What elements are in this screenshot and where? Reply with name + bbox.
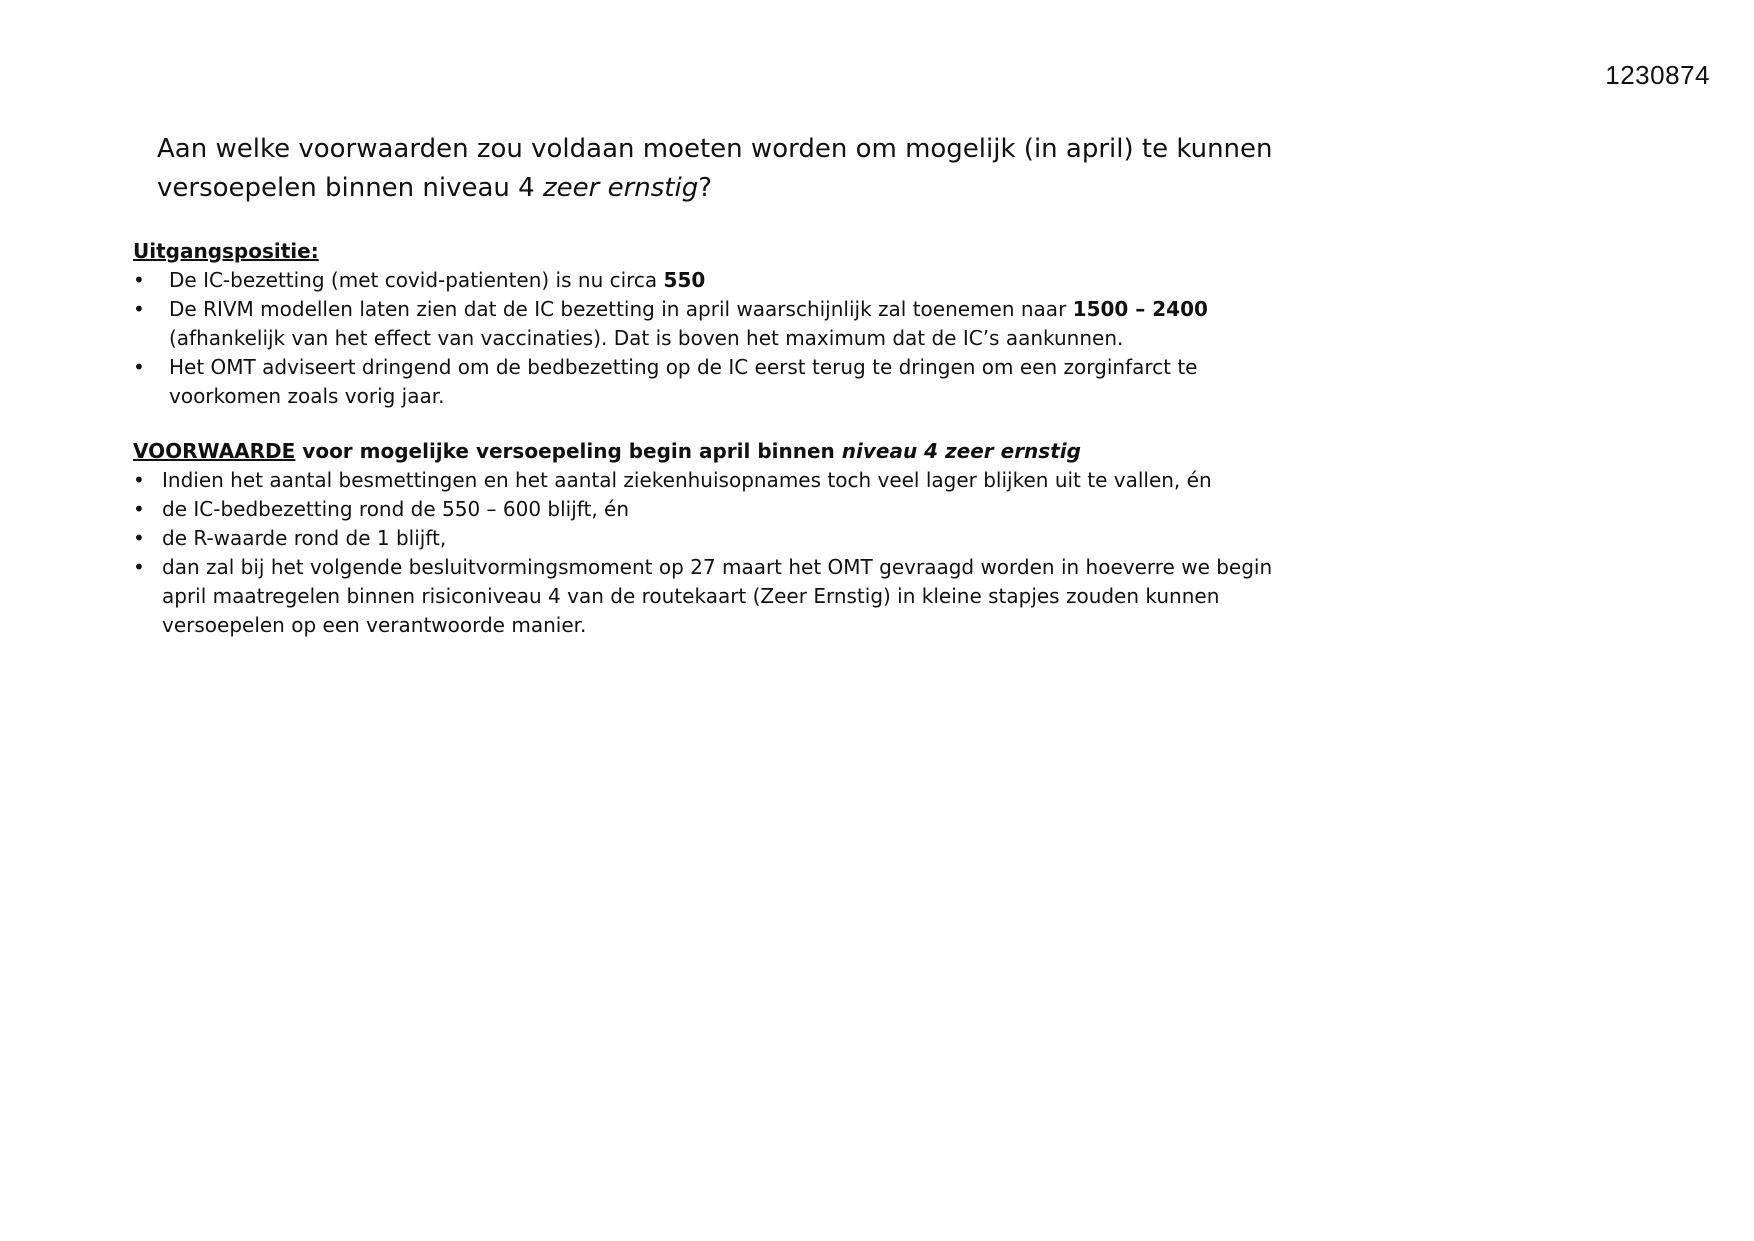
- list-item: [133, 353, 1293, 411]
- heading-underlined-text: VOORWAARDE: [133, 439, 296, 463]
- document-number: 1230874: [1605, 60, 1710, 90]
- list-item: [133, 466, 1293, 495]
- list-item-text: Het OMT adviseert dringend om de bedbezetting op de IC eerst terug te dringen om een zorginfarct te voorkomen zoals vorig jaar.: [169, 355, 1198, 408]
- list-item: [133, 266, 1293, 295]
- bullet-icon: •: [133, 268, 145, 292]
- list-item: [133, 495, 1293, 524]
- section-uitgangspositie: [133, 237, 1293, 411]
- bullet-icon: •: [133, 555, 145, 579]
- bullet-list: [133, 466, 1293, 640]
- heading-italic-text: niveau 4 zeer ernstig: [841, 439, 1081, 463]
- section-heading: Uitgangspositie:: [133, 239, 319, 263]
- list-item-bold-text: 1500 – 2400: [1072, 297, 1208, 321]
- bullet-list: [133, 266, 1293, 411]
- title-question-mark: ?: [698, 173, 713, 203]
- list-item: [133, 295, 1293, 353]
- bullet-icon: •: [133, 497, 145, 521]
- section-voorwaarde: [133, 437, 1293, 640]
- title-italic-text: zeer ernstig: [542, 173, 699, 203]
- list-item: [133, 524, 1293, 553]
- list-item-bold-text: 550: [663, 268, 706, 292]
- list-item-text: De IC-bezetting (met covid-patienten) is nu circa: [169, 268, 664, 292]
- list-item-text: de IC-bedbezetting rond de 550 – 600 blijft, én: [162, 497, 630, 521]
- list-item-text: Indien het aantal besmettingen en het aantal ziekenhuisopnames toch veel lager blijken uit te vallen, én: [162, 468, 1212, 492]
- list-item: [133, 553, 1293, 640]
- heading-middle-text: voor mogelijke versoepeling begin april binnen: [295, 439, 842, 463]
- bullet-icon: •: [133, 297, 145, 321]
- list-item-text-after: (afhankelijk van het effect van vaccinaties). Dat is boven het maximum dat de IC’s aankunnen.: [169, 326, 1124, 350]
- list-item-text: De RIVM modellen laten zien dat de IC bezetting in april waarschijnlijk zal toenemen naar: [169, 297, 1073, 321]
- list-item-text: dan zal bij het volgende besluitvormingsmoment op 27 maart het OMT gevraagd worden in hoeverre we begin april maatregelen binnen risiconiveau 4 van de routekaart (Zeer Ernstig) in kleine stapjes zouden kunnen versoepelen op een verantwoorde manier.: [162, 555, 1273, 637]
- section-heading: [133, 437, 1293, 466]
- bullet-icon: •: [133, 526, 145, 550]
- list-item-text: de R-waarde rond de 1 blijft,: [162, 526, 447, 550]
- bullet-icon: •: [133, 355, 145, 379]
- page-title: [157, 130, 1307, 208]
- title-text: Aan welke voorwaarden zou voldaan moeten worden om mogelijk (in april) te kunnen versoepelen binnen niveau 4: [157, 134, 1273, 203]
- bullet-icon: •: [133, 468, 145, 492]
